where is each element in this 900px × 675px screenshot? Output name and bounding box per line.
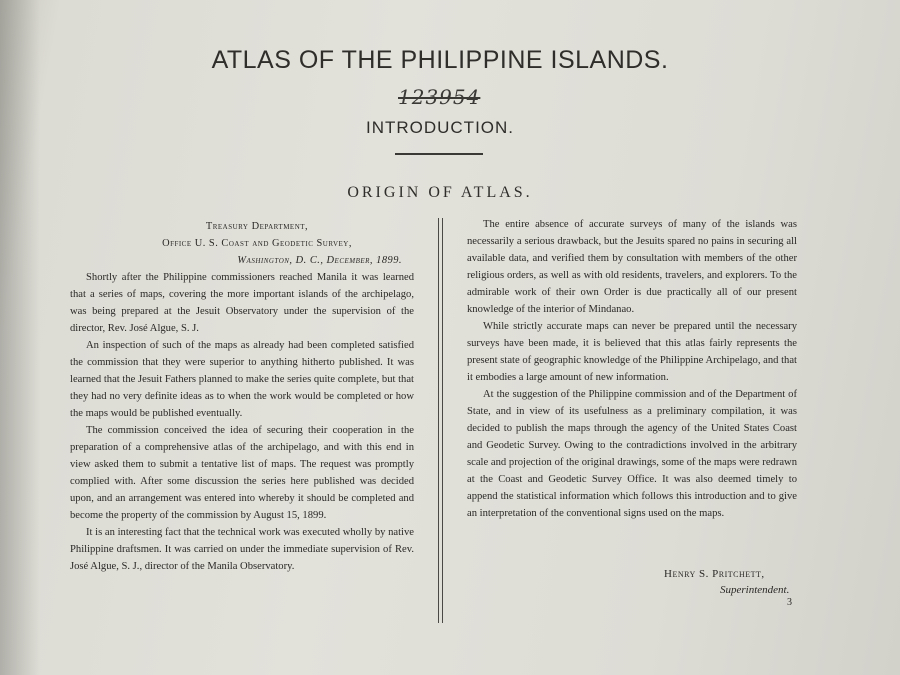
origin-heading: ORIGIN OF ATLAS. — [347, 184, 533, 201]
left-column — [70, 218, 414, 575]
struck-stamp-number: 123954 — [398, 85, 481, 109]
signature-name: Henry S. Pritchett, — [664, 568, 765, 580]
atlas-title: ATLAS OF THE PHILIPPINE ISLANDS. — [211, 46, 669, 74]
paragraph: An inspection of such of the maps as already had been completed satisfied the commission that they were superior to anything hitherto published. It was learned that the Jesuit Fathers planned to make the series quite complete, but that they had no very definite ideas as to when the work would be completed or how the maps would be published eventually. — [70, 340, 414, 419]
page-gutter-shadow — [0, 0, 40, 675]
column-divider — [438, 218, 443, 623]
paragraph: While strictly accurate maps can never be prepared until the necessary surveys have been made, it is believed that this atlas fairly represents the present state of geographic knowledge of the Philippine Archipelago, and that it embodies a large amount of new information. — [467, 321, 797, 383]
heading-rule — [395, 153, 483, 155]
letterhead-office: Office U. S. Coast and Geodetic Survey, — [162, 238, 352, 249]
right-column — [467, 216, 797, 522]
page-number: 3 — [787, 597, 792, 608]
letterhead-place-date: Washington, D. C., December, 1899. — [237, 255, 402, 266]
paragraph: At the suggestion of the Philippine commission and of the Department of State, and in view of its usefulness as a preliminary compilation, it was decided to publish the maps through the agency of the United States Coast and Geodetic Survey. Owing to the contradictions involved in the arbitrary scale and projection of the original drawings, some of the maps were redrawn at the Coast and Geodetic Survey Office. It was also deemed timely to append the statistical information which follows this introduction and to give an interpretation of the conventional signs used on the maps. — [467, 389, 797, 519]
paragraph: The entire absence of accurate surveys of many of the islands was necessarily a serious drawback, but the Jesuits spared no pains in securing all available data, and verified them by consultation with members of the other religious orders, as well as with old residents, travelers, and explorers. To the admirable work of their own Order is due practically all of our present knowledge of the interior of Mindanao. — [467, 219, 797, 315]
paragraph: Shortly after the Philippine commissioners reached Manila it was learned that a series of maps, covering the more important islands of the archipelago, was being prepared at the Jesuit Observatory under the supervision of the director, Rev. José Algue, S. J. — [70, 272, 414, 334]
paragraph: It is an interesting fact that the technical work was executed wholly by native Philippine draftsmen. It was carried on under the immediate supervision of Rev. José Algue, S. J., director of the Manila Observatory. — [70, 527, 414, 572]
introduction-heading: INTRODUCTION. — [365, 118, 515, 137]
signature-title: Superintendent. — [720, 584, 790, 596]
letterhead-department: Treasury Department, — [205, 221, 309, 232]
paragraph: The commission conceived the idea of securing their cooperation in the preparation of a comprehensive atlas of the archipelago, and with this end in view asked them to submit a tentative list of maps. The request was promptly complied with. After some discussion the series here published was decided upon, and an arrangement was entered into whereby it should be completed and become the property of the commission by August 15, 1899. — [70, 425, 414, 521]
